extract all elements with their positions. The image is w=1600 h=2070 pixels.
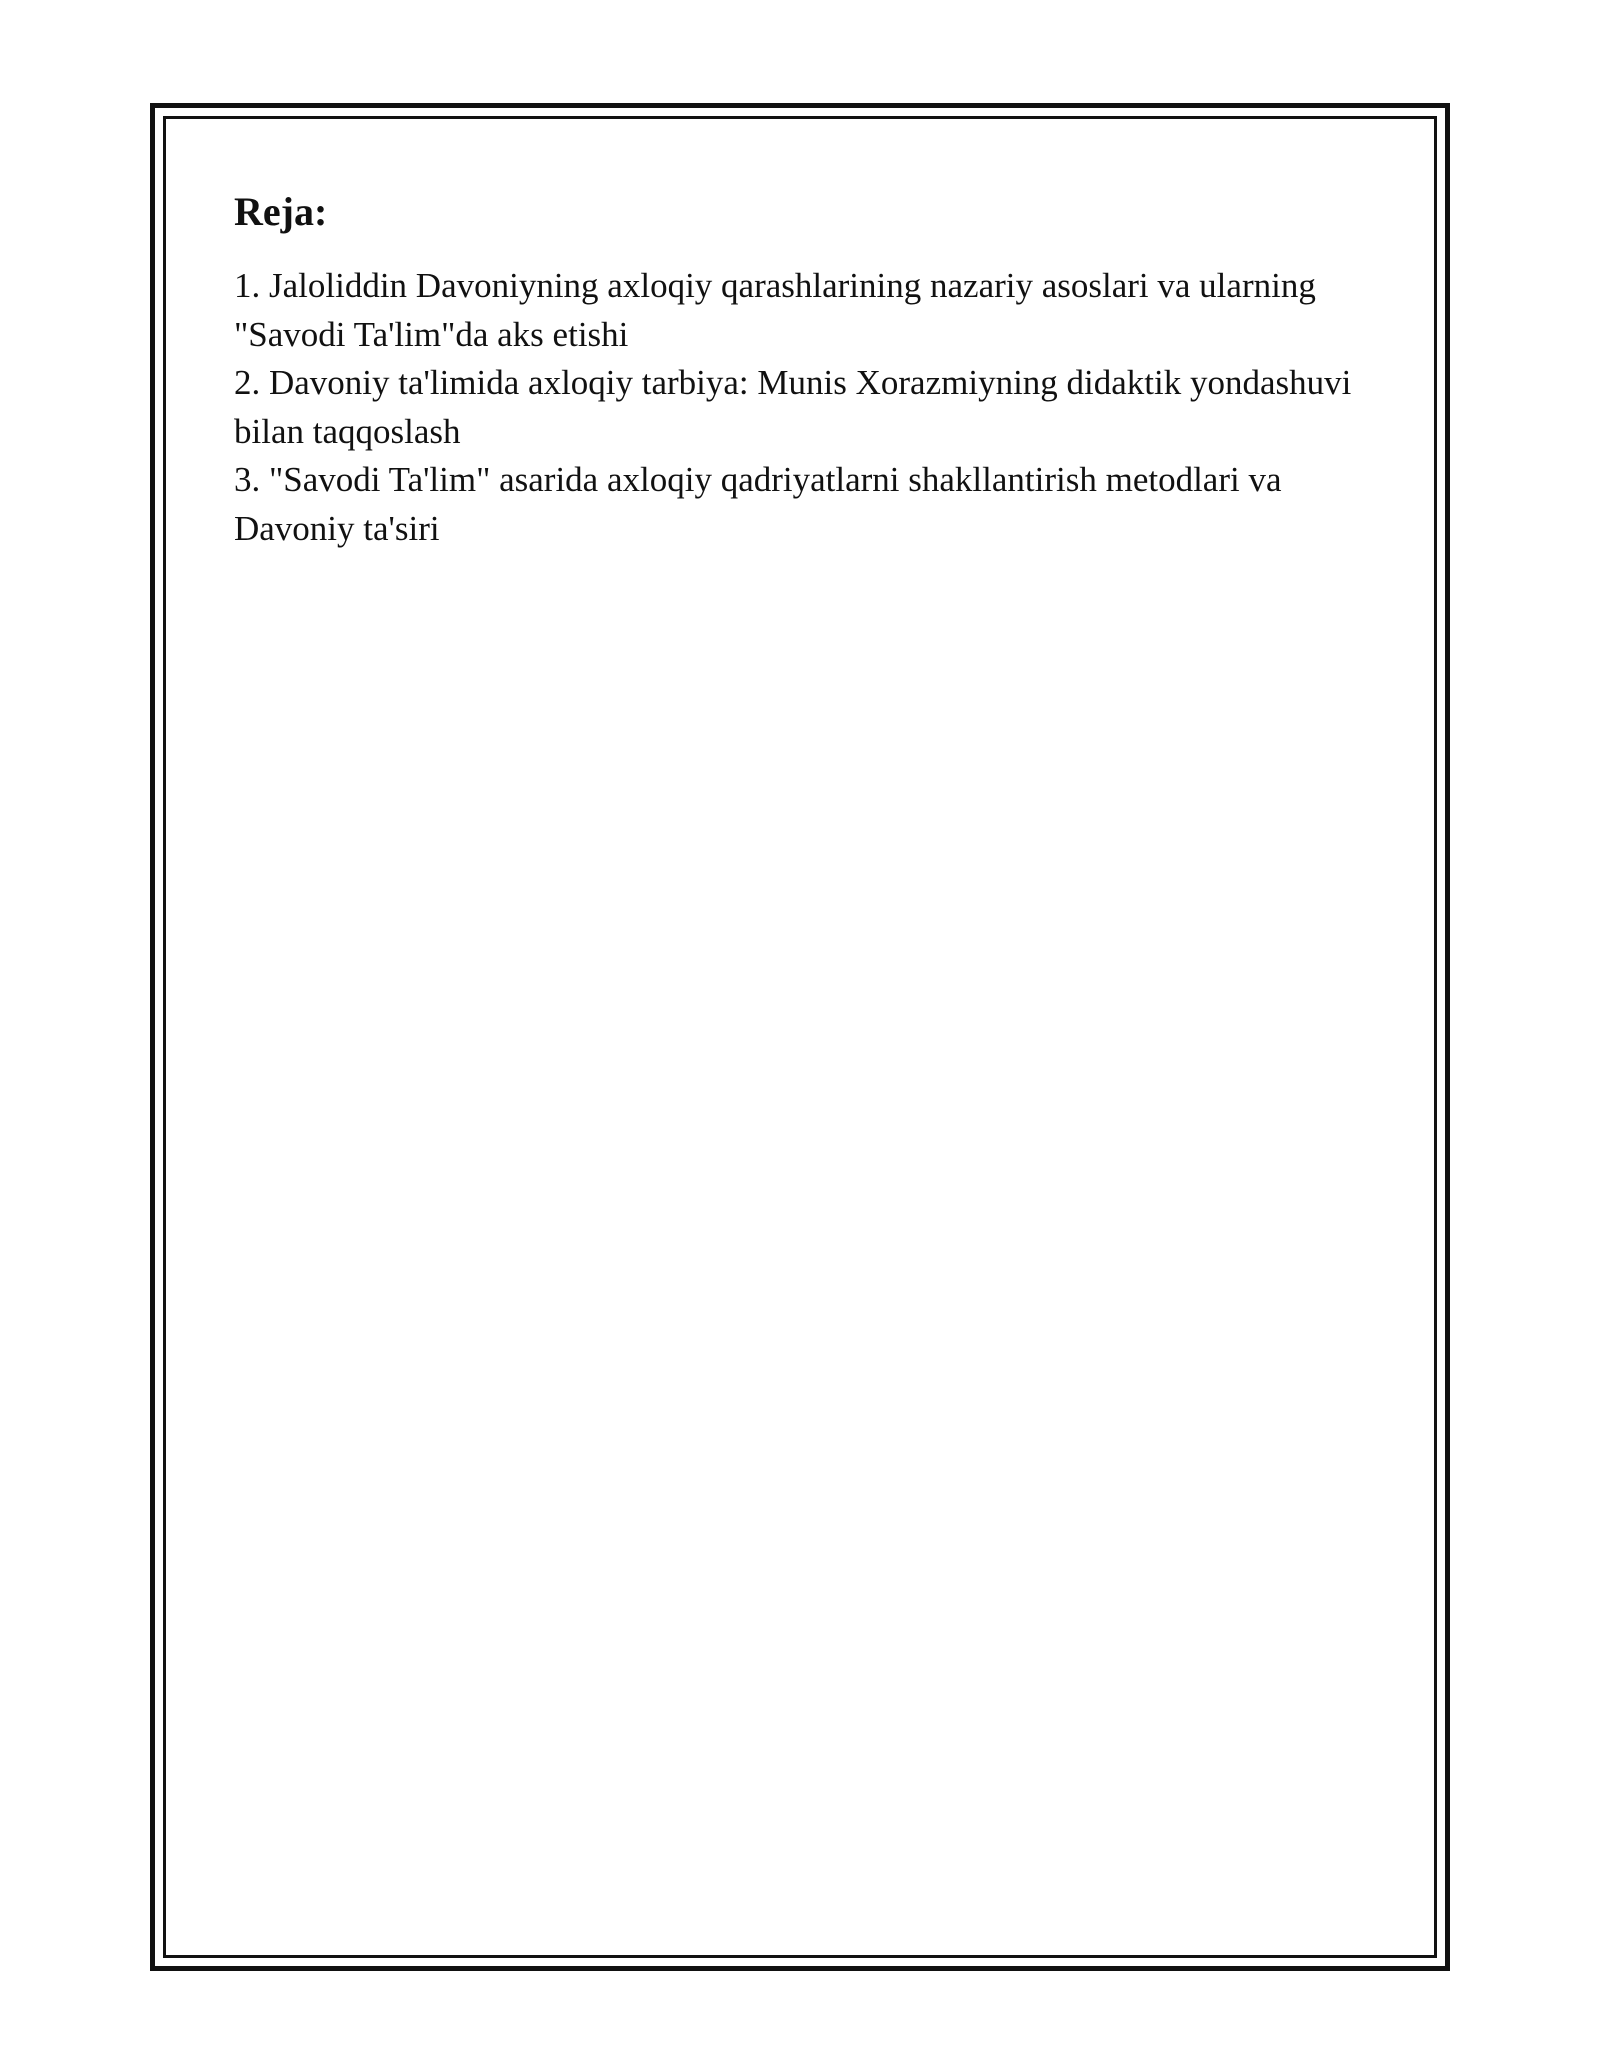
document-content	[234, 186, 1354, 553]
plan-title: Reja:	[234, 189, 328, 234]
plan-item-3: 3. "Savodi Ta'lim" asarida axloqiy qadriyatlarni shakllantirish metodlari va Davoniy ta'siri	[234, 460, 1282, 548]
plan-item-1: 1. Jaloliddin Davoniyning axloqiy qarashlarining nazariy asoslari va ularning "Savodi Ta'lim"da aks etishi	[234, 266, 1316, 354]
plan-list	[234, 262, 1354, 553]
plan-item-2: 2. Davoniy ta'limida axloqiy tarbiya: Munis Xorazmiyning didaktik yondashuvi bilan taqqoslash	[234, 363, 1352, 451]
